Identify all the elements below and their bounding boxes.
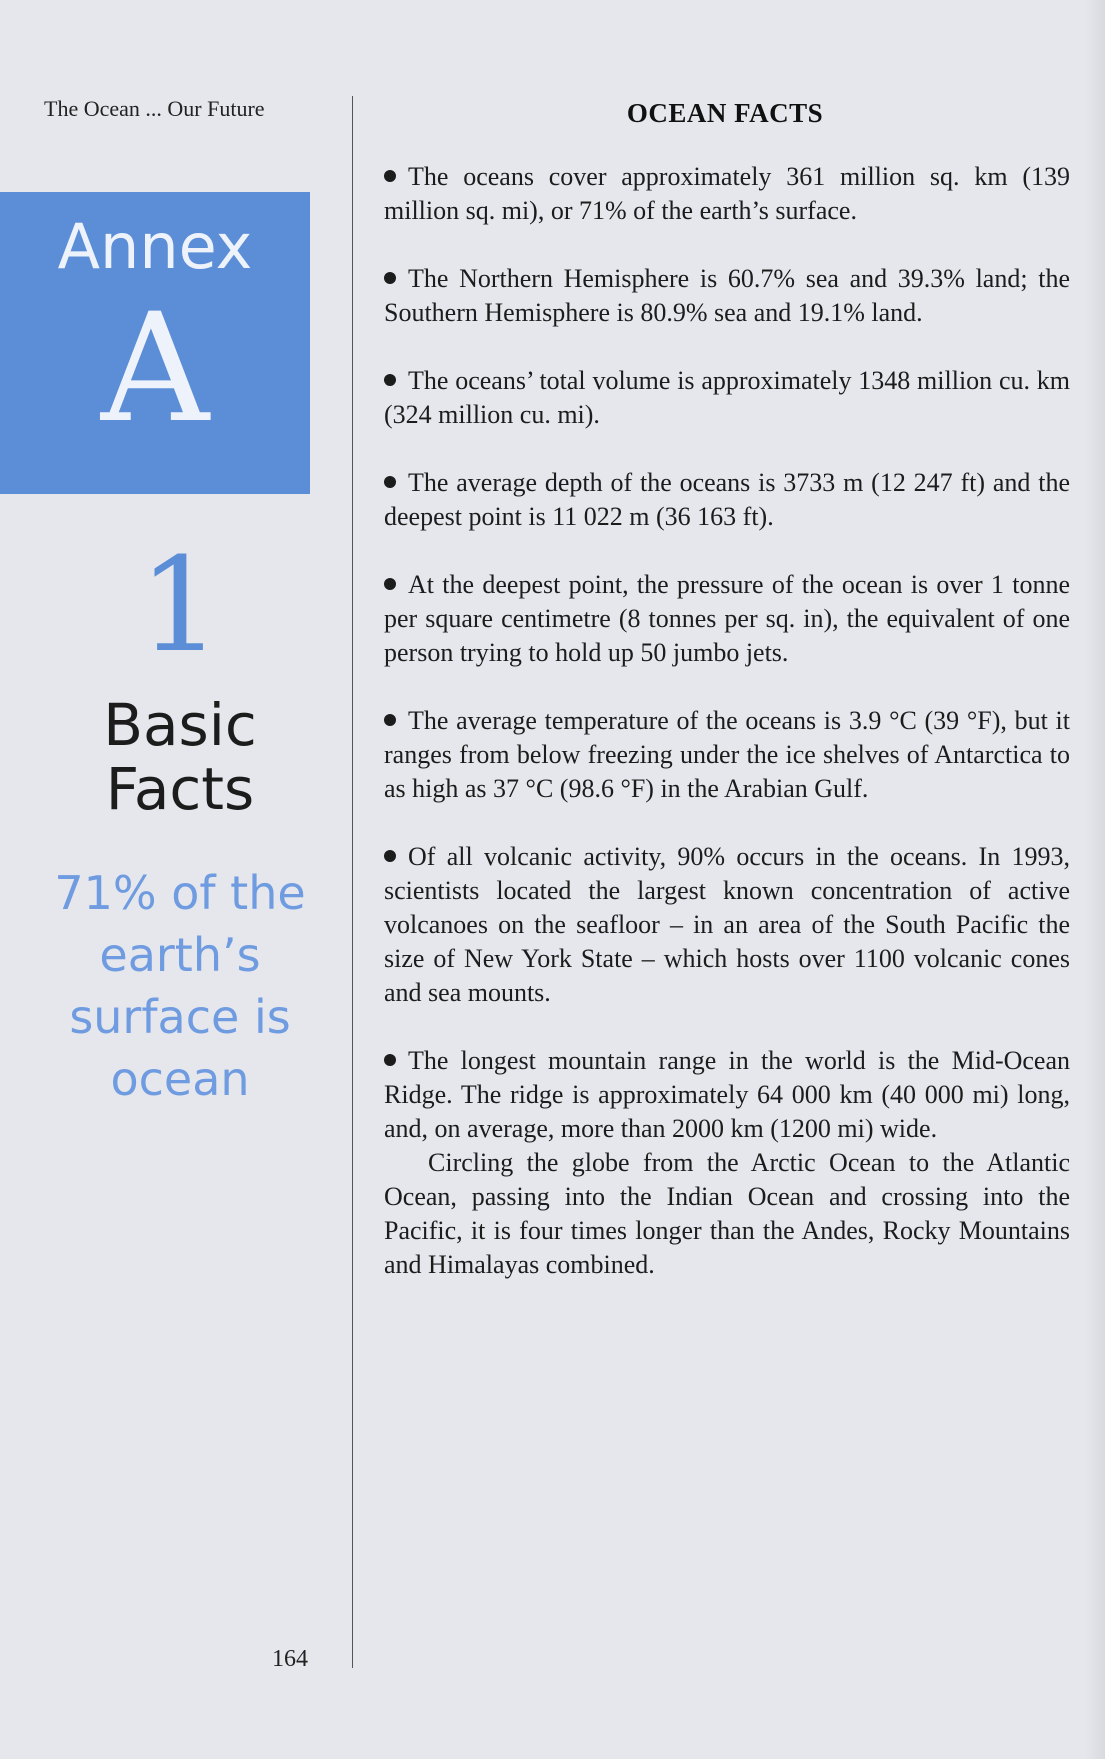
fact-item — [384, 704, 1070, 806]
chapter-title-line: Basic — [103, 691, 257, 759]
fact-item — [384, 262, 1070, 330]
fact-item — [384, 568, 1070, 670]
page-edge-shadow — [1085, 0, 1105, 1759]
fact-text: The oceans’ total volume is approximately 1348 million cu. km (324 million cu. mi). — [384, 366, 1070, 429]
running-head: The Ocean ... Our Future — [44, 96, 265, 121]
tagline-line: ocean — [110, 1052, 250, 1106]
fact-text: At the deepest point, the pressure of the ocean is over 1 tonne per square centimetre (8 tonnes per sq. in), the equivalent of one person trying to hold up 50 jumbo jets. — [384, 570, 1070, 667]
tagline-line: earth’s — [99, 928, 261, 982]
fact-text: The oceans cover approximately 361 million sq. km (139 million sq. mi), or 71% of the earth’s surface. — [384, 162, 1070, 225]
fact-text: Of all volcanic activity, 90% occurs in the oceans. In 1993, scientists located the largest known concentration of active volcanoes on the seafloor – in an area of the South Pacific the size of New York State – which hosts over 1100 volcanic cones and sea mounts. — [384, 842, 1070, 1007]
bullet-icon — [384, 578, 396, 590]
fact-text: The average depth of the oceans is 3733 m (12 247 ft) and the deepest point is 11 022 m (36 163 ft). — [384, 468, 1070, 531]
bullet-icon — [384, 1054, 396, 1066]
chapter-tagline — [20, 862, 340, 1110]
fact-item — [384, 1044, 1070, 1282]
annex-letter: A — [100, 282, 210, 456]
bullet-icon — [384, 476, 396, 488]
fact-text: The longest mountain range in the world is the Mid-Ocean Ridge. The ridge is approximately 64 000 km (40 000 mi) long, and, on average, more than 2000 km (1200 mi) wide. — [384, 1046, 1070, 1143]
annex-word: Annex — [57, 210, 253, 283]
chapter-title — [0, 693, 360, 821]
fact-continuation: Circling the globe from the Arctic Ocean to the Atlantic Ocean, passing into the Indian Ocean and crossing into the Pacific, it is four times longer than the Andes, Rocky Mountains and Himalayas combined. — [384, 1148, 1070, 1279]
facts-list — [384, 160, 1070, 1316]
bullet-icon — [384, 170, 396, 182]
tagline-line: 71% of the — [54, 866, 306, 920]
fact-item — [384, 840, 1070, 1010]
bullet-icon — [384, 850, 396, 862]
fact-item — [384, 364, 1070, 432]
fact-text: The average temperature of the oceans is 3.9 °C (39 °F), but it ranges from below freezing under the ice shelves of Antarctica to as high as 37 °C (98.6 °F) in the Arabian Gulf. — [384, 706, 1070, 803]
fact-text: The Northern Hemisphere is 60.7% sea and 39.3% land; the Southern Hemisphere is 80.9% sea and 19.1% land. — [384, 264, 1070, 327]
bullet-icon — [384, 272, 396, 284]
bullet-icon — [384, 714, 396, 726]
fact-item — [384, 160, 1070, 228]
chapter-title-line: Facts — [105, 755, 255, 823]
fact-item — [384, 466, 1070, 534]
page-number: 164 — [272, 1646, 308, 1672]
column-divider — [352, 96, 353, 1668]
section-heading: OCEAN FACTS — [626, 98, 824, 128]
annex-box — [0, 192, 310, 494]
tagline-line: surface is — [69, 990, 291, 1044]
bullet-icon — [384, 374, 396, 386]
chapter-number: 1 — [138, 529, 222, 681]
